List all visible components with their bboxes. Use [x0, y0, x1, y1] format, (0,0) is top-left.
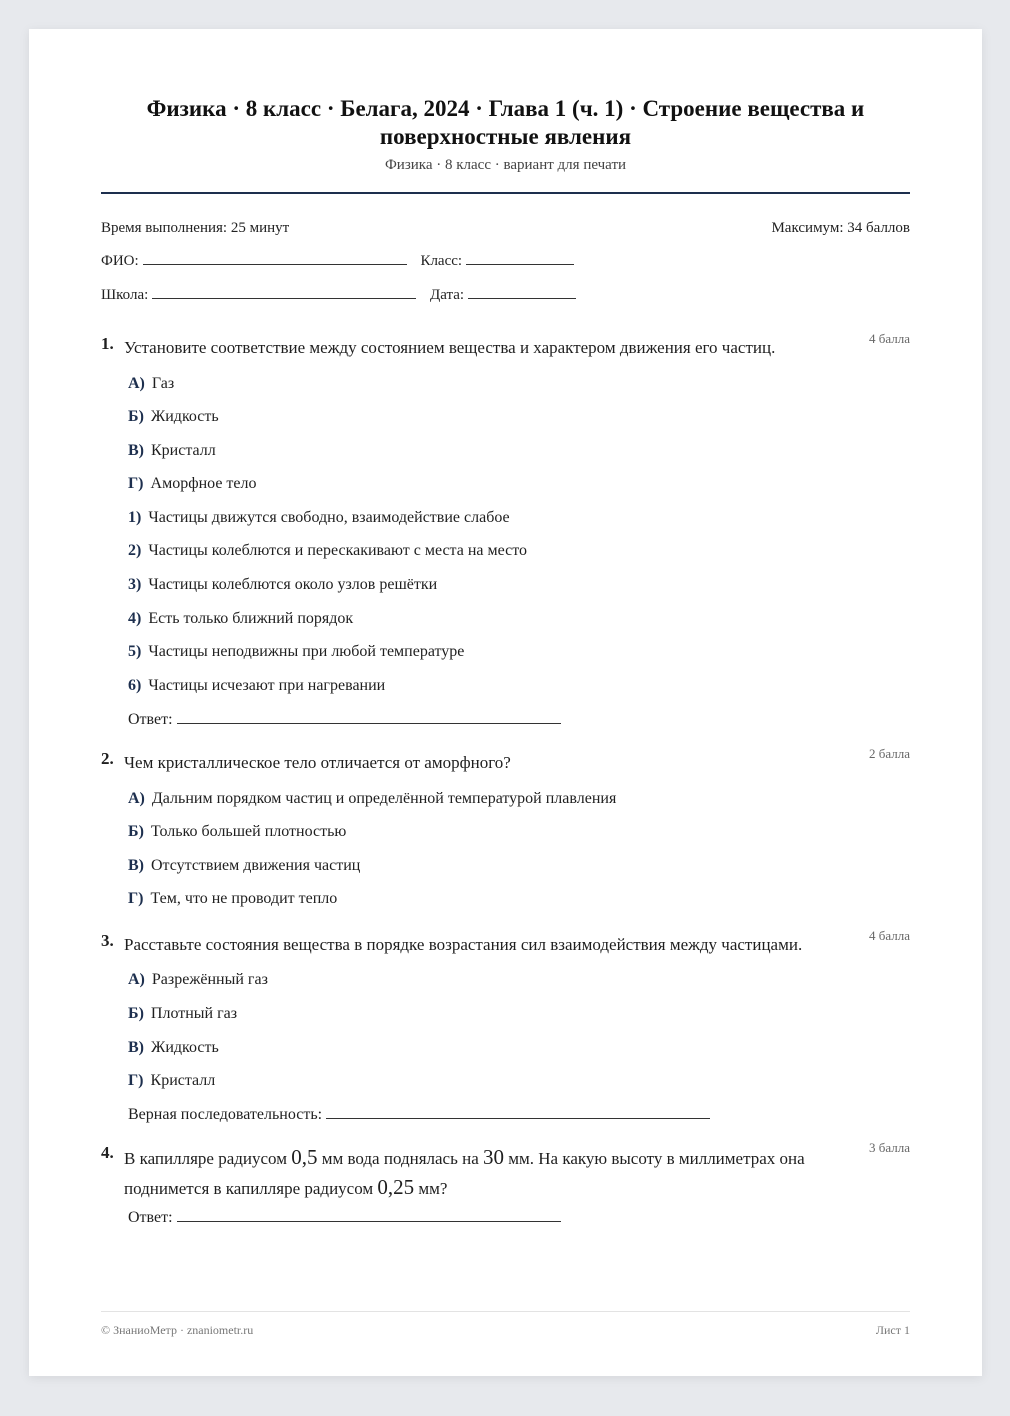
option-g	[128, 890, 337, 908]
option-g	[128, 475, 257, 493]
option-text: Частицы исчезают при нагревании	[148, 677, 386, 694]
height-1-value: 30	[483, 1145, 504, 1169]
option-label: Б)	[128, 823, 144, 840]
option-2	[128, 542, 527, 560]
option-6	[128, 677, 385, 695]
option-text: Тем, что не проводит тепло	[150, 890, 338, 907]
school-field[interactable]	[152, 297, 416, 299]
option-text: Разрежённый газ	[151, 971, 268, 988]
option-b	[128, 408, 219, 426]
answer-label: Ответ:	[128, 711, 173, 728]
question-text	[124, 1143, 854, 1203]
option-text: Есть только ближний порядок	[148, 610, 354, 627]
answer-label: Ответ:	[128, 1209, 173, 1226]
question-text-part: мм?	[414, 1179, 448, 1198]
option-label: В)	[128, 857, 144, 874]
footer-page-number: Лист 1	[875, 1323, 910, 1337]
answer-label: Верная последовательность:	[128, 1106, 323, 1123]
question-points: 3 балла	[869, 1140, 910, 1155]
option-label: А)	[128, 375, 145, 392]
option-a	[128, 375, 174, 393]
option-label: Г)	[128, 475, 144, 492]
question-number: 1.	[101, 334, 114, 353]
radius-1-value: 0,5	[291, 1145, 318, 1169]
option-label: Б)	[128, 408, 144, 425]
header-divider	[101, 192, 910, 194]
answer-field[interactable]	[177, 1220, 561, 1222]
question-text-part: мм вода поднялась на	[317, 1149, 483, 1168]
option-label: Б)	[128, 1005, 144, 1022]
option-label: А)	[128, 790, 145, 807]
date-label: Дата:	[430, 287, 465, 303]
question-text-part: В капилляре радиусом	[124, 1149, 292, 1168]
answer-field[interactable]	[177, 722, 561, 724]
option-5	[128, 643, 464, 661]
option-4	[128, 610, 353, 628]
option-g	[128, 1072, 215, 1090]
max-score: Максимум: 34 баллов	[771, 220, 910, 236]
option-v	[128, 1039, 219, 1057]
time-limit: Время выполнения: 25 минут	[101, 220, 290, 236]
class-field[interactable]	[466, 263, 574, 265]
question-text: Чем кристаллическое тело отличается от аморфного?	[124, 753, 511, 772]
option-v	[128, 442, 216, 460]
answer-row	[128, 1106, 710, 1124]
option-text: Жидкость	[151, 1039, 219, 1056]
question-text: Расставьте состояния вещества в порядке возрастания сил взаимодействия между частицами.	[124, 935, 803, 954]
radius-2-value: 0,25	[377, 1175, 415, 1199]
option-b	[128, 823, 346, 841]
question-text-part: мм. На какую высоту в миллиметрах она поднимется в капилляре радиусом	[124, 1149, 805, 1198]
option-text: Отсутствием движения частиц	[151, 857, 361, 874]
option-a	[128, 971, 268, 989]
option-text: Кристалл	[150, 1072, 216, 1089]
question-number: 3.	[101, 931, 114, 950]
school-row	[101, 287, 576, 304]
option-text: Частицы колеблются около узлов решётки	[148, 576, 438, 593]
option-text: Частицы колеблются и перескакивают с места на место	[148, 542, 528, 559]
option-label: 4)	[128, 610, 142, 627]
option-text: Жидкость	[150, 408, 219, 425]
question-points: 2 балла	[869, 746, 910, 761]
option-b	[128, 1005, 237, 1023]
option-text: Кристалл	[151, 442, 216, 459]
fio-row	[101, 253, 574, 270]
option-3	[128, 576, 437, 594]
page-subtitle: Физика · 8 класс · вариант для печати	[384, 157, 627, 173]
option-label: 2)	[128, 542, 142, 559]
date-field[interactable]	[468, 297, 576, 299]
footer-divider	[101, 1311, 910, 1312]
school-label: Школа:	[101, 287, 149, 303]
question-number: 4.	[101, 1143, 114, 1162]
class-label: Класс:	[420, 253, 463, 269]
option-label: 6)	[128, 677, 142, 694]
option-label: 5)	[128, 643, 142, 660]
page-title: Физика · 8 класс · Белага, 2024 · Глава 1 (ч. 1) · Строение вещества и поверхностные явления	[146, 96, 865, 149]
question-text: Установите соответствие между состоянием вещества и характером движения его частиц.	[124, 338, 776, 357]
question-points: 4 балла	[869, 331, 910, 346]
fio-label: ФИО:	[101, 253, 139, 269]
fio-field[interactable]	[143, 263, 407, 265]
answer-field[interactable]	[326, 1117, 710, 1119]
option-v	[128, 857, 360, 875]
option-label: В)	[128, 442, 144, 459]
option-text: Частицы неподвижны при любой температуре	[148, 643, 465, 660]
option-1	[128, 509, 510, 527]
option-a	[128, 790, 616, 808]
option-label: 1)	[128, 509, 142, 526]
footer-copyright: © ЗнаниоМетр · znaniometr.ru	[101, 1323, 254, 1337]
answer-row	[128, 711, 561, 729]
answer-row	[128, 1209, 561, 1227]
option-label: А)	[128, 971, 145, 988]
question-number: 2.	[101, 749, 114, 768]
option-text: Газ	[151, 375, 175, 392]
option-label: В)	[128, 1039, 144, 1056]
worksheet-page	[29, 29, 982, 1376]
question-points: 4 балла	[869, 928, 910, 943]
option-text: Частицы движутся свободно, взаимодействие слабое	[148, 509, 510, 526]
option-label: Г)	[128, 890, 144, 907]
option-label: 3)	[128, 576, 142, 593]
option-label: Г)	[128, 1072, 144, 1089]
option-text: Плотный газ	[150, 1005, 238, 1022]
option-text: Аморфное тело	[150, 475, 257, 492]
option-text: Только большей плотностью	[150, 823, 347, 840]
option-text: Дальним порядком частиц и определённой температурой плавления	[151, 790, 617, 807]
